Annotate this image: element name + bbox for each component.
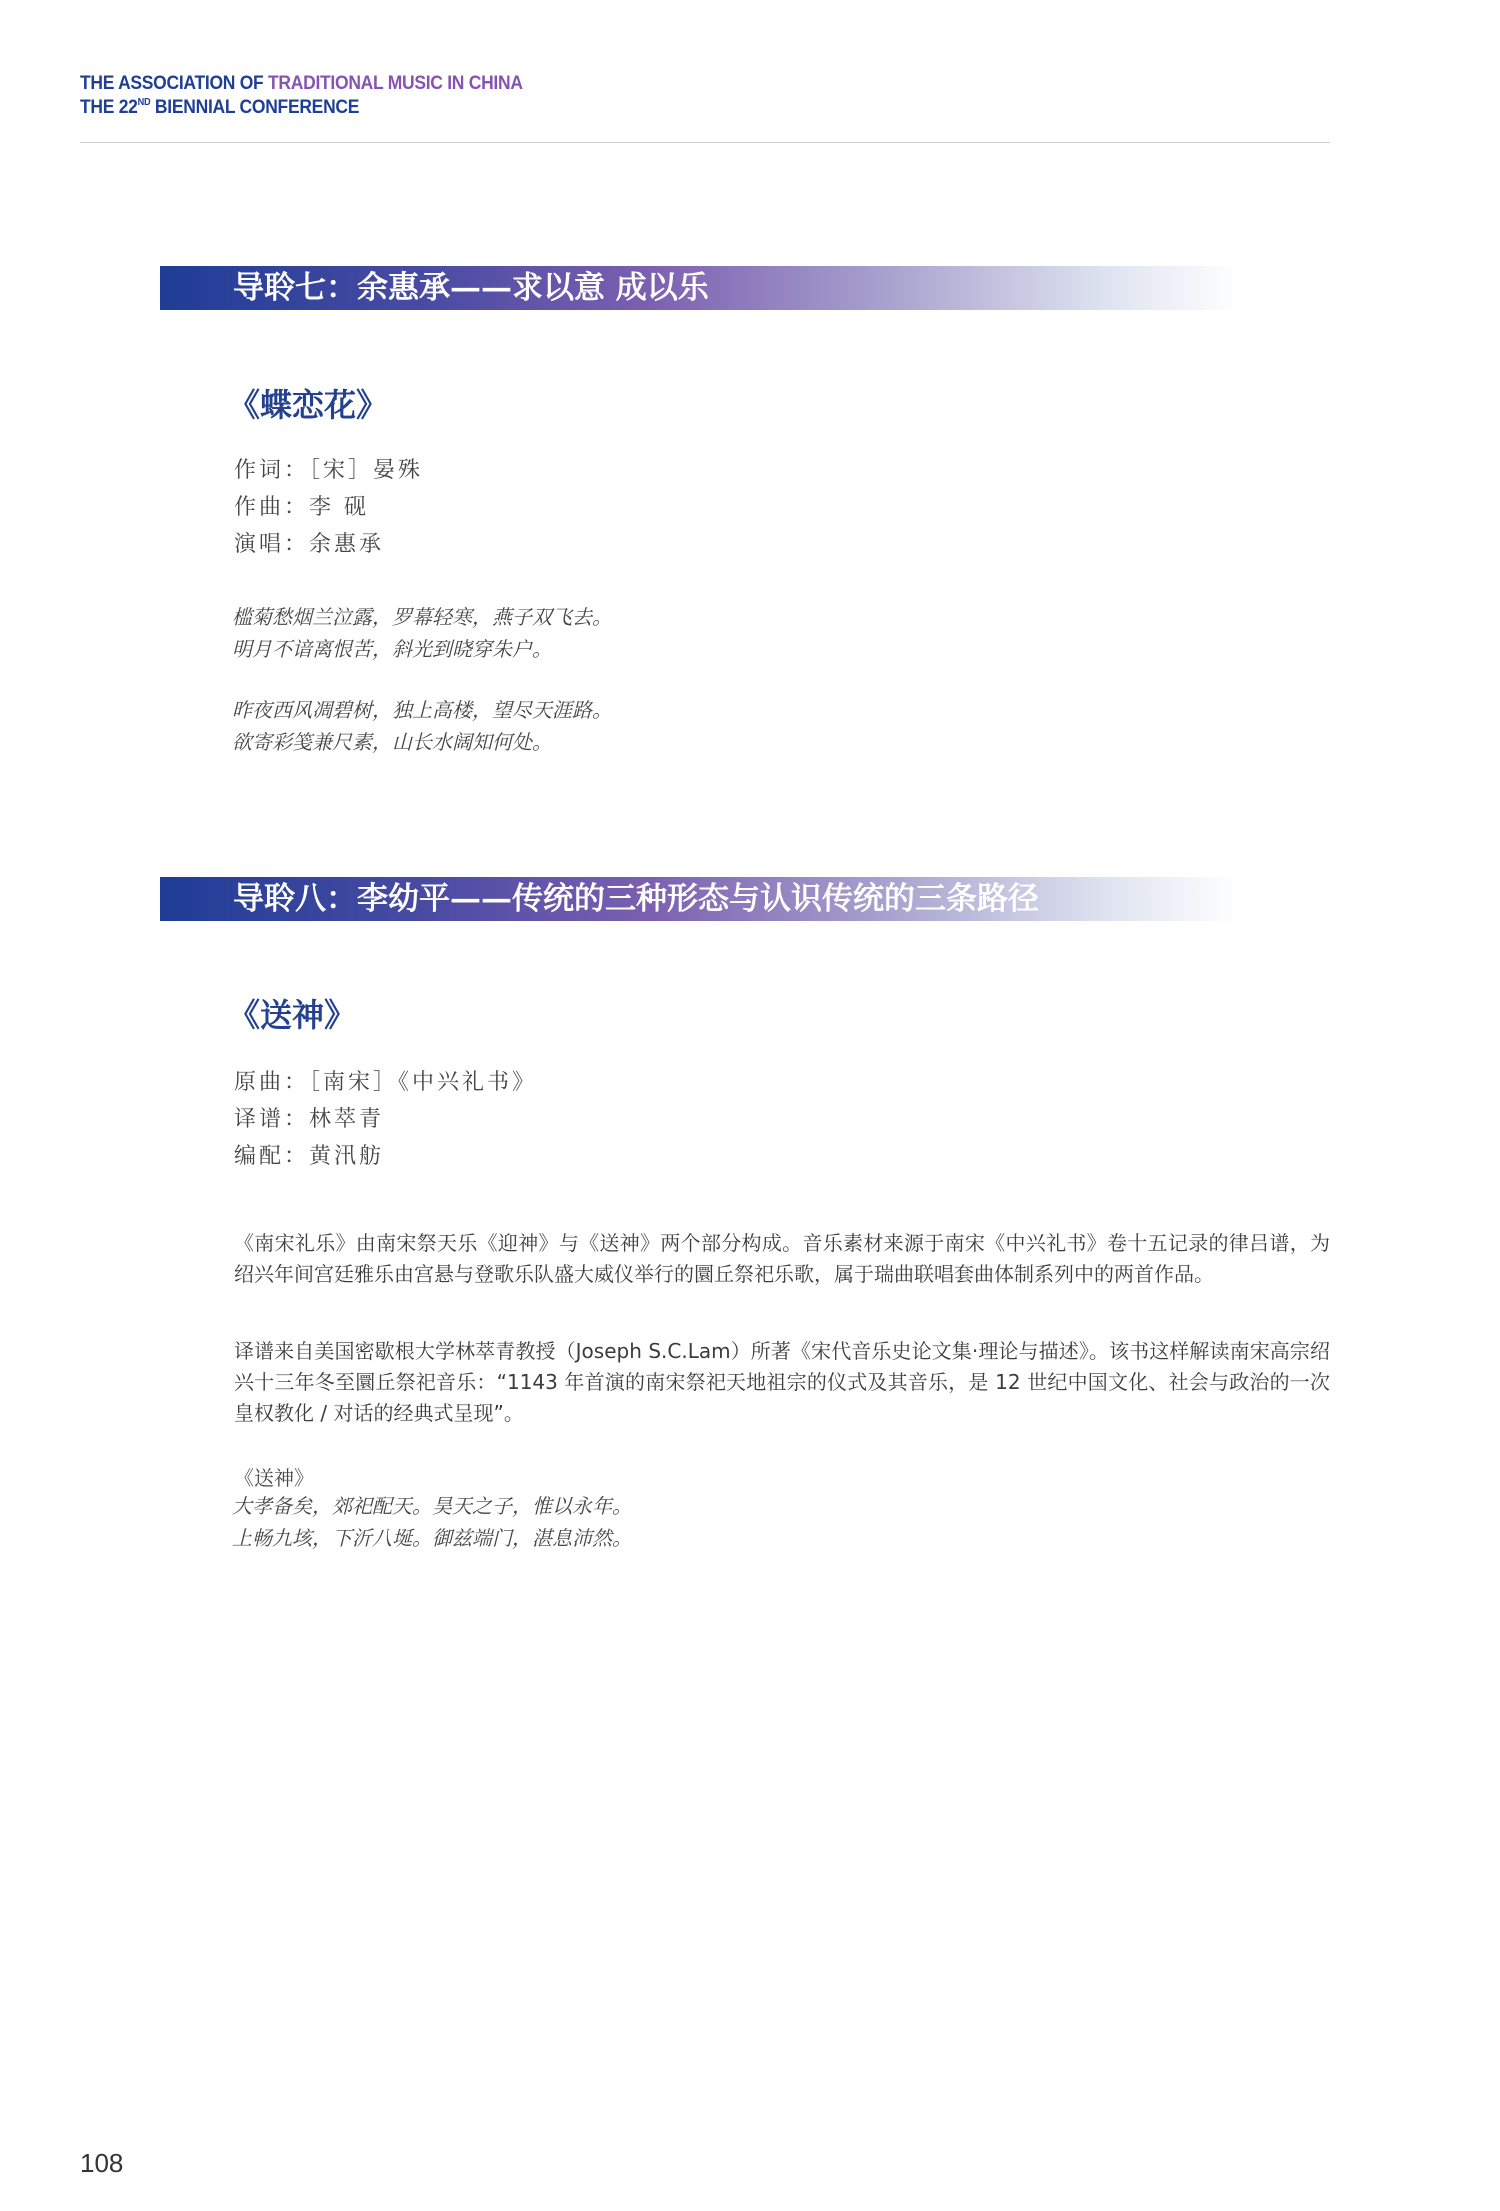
- header-line-1: THE ASSOCIATION OF TRADITIONAL MUSIC IN CHINA: [80, 73, 523, 94]
- header-line-2: THE 22ND BIENNIAL CONFERENCE: [80, 97, 360, 118]
- credit-lyricist: 作词：［宋］晏殊: [234, 458, 424, 483]
- section-7-credits: [234, 452, 423, 563]
- section-7-song-title: 《蝶恋花》: [228, 386, 389, 424]
- section-7-stanza-1: 槛菊愁烟兰泣露，罗幕轻寒，燕子双飞去。 明月不谙离恨苦，斜光到晓穿朱户。: [232, 605, 612, 661]
- section-8-paragraph-1: 《南宋礼乐》由南宋祭天乐《迎神》与《送神》两个部分构成。音乐素材来源于南宋《中兴礼书》卷十五记录的律吕谱，为绍兴年间宫廷雅乐由宫悬与登歌乐队盛大威仪举行的圜丘祭祀乐歌，属于瑞曲联唱套曲体制系列中的两首作品。: [234, 1231, 1330, 1286]
- credit-transcriber: 译谱：林萃青: [234, 1107, 385, 1132]
- section-8-song-title: 《送神》: [228, 996, 357, 1034]
- conference-header: [80, 72, 561, 120]
- section-8-credits: [234, 1064, 537, 1175]
- section-8-heading-bar: [160, 877, 1240, 921]
- credit-arranger: 编配：黄汛舫: [234, 1144, 385, 1169]
- page-number: 108: [80, 2148, 124, 2178]
- section-8-poem-label: 《送神》: [234, 1466, 314, 1490]
- section-7-heading: 导聆七：余惠承——求以意 成以乐: [233, 270, 709, 306]
- credit-composer: 作曲：李 砚: [234, 495, 369, 520]
- section-8-heading: 导聆八：李幼平——传统的三种形态与认识传统的三条路径: [233, 881, 1039, 917]
- section-7-heading-bar: [160, 266, 1240, 310]
- credit-singer: 演唱：余惠承: [234, 532, 385, 557]
- credit-original: 原曲：［南宋］《中兴礼书》: [234, 1070, 538, 1095]
- section-7-stanza-2: 昨夜西风凋碧树，独上高楼，望尽天涯路。 欲寄彩笺兼尺素，山长水阔知何处。: [232, 698, 612, 754]
- header-divider: [80, 142, 1330, 143]
- section-8-paragraph-2: 译谱来自美国密歇根大学林萃青教授（Joseph S.C.Lam）所著《宋代音乐史论文集·理论与描述》。该书这样解读南宋高宗绍兴十三年冬至圜丘祭祀音乐：“1143 年首演的南宋祭祀天地祖宗的仪式及其音乐，是 12 世纪中国文化、社会与政治的一次皇权教化 / 对话的经典式呈现”。: [234, 1339, 1330, 1425]
- section-8-poem: 大孝备矣，郊祀配天。昊天之子，惟以永年。 上畅九垓，下沂八埏。御兹端门，湛息沛然。: [232, 1494, 632, 1550]
